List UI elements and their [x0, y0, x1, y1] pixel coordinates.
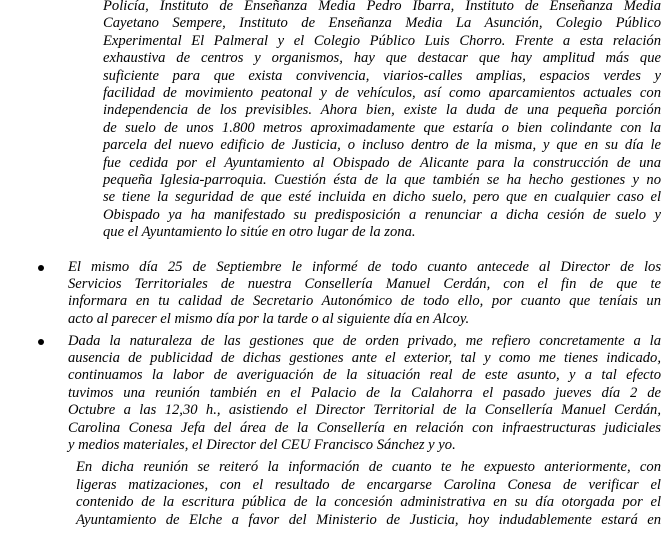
text-line: contenido de la escritura pública de la concesión administrativa en su día otorgada por el	[76, 494, 661, 511]
text-line: acto al parecer el mismo día por la tarde o al siguiente día en Alcoy.	[68, 310, 470, 327]
text-line: El mismo día 25 de Septiembre le informé de todo cuanto antecede al Director de los	[68, 258, 661, 275]
text-line: parcela del nuevo edificio de Justicia, o incluso dentro de la misma, y que en su día le	[103, 137, 661, 154]
text-line: exhaustiva de centros y organismos, hay que destacar que hay amplitud más que	[103, 50, 661, 67]
bullet-icon	[38, 265, 44, 271]
text-line: Obispado ya ha manifestado su predisposición a renunciar a dicha cesión de suelo y	[103, 206, 661, 223]
text-line: ausencia de publicidad de dichas gestiones ante el exterior, tal y como me tienes indicado,	[68, 350, 661, 366]
text-line: suficiente para que exista convivencia, viarios-calles amplias, espacios verdes y	[103, 67, 661, 84]
text-line: ligeras matizaciones, con el resultado de encargarse Carolina Conesa de verificar el	[76, 476, 661, 493]
text-line: Servicios Territoriales de nuestra Consellería Manuel Cerdán, con el fin de que te	[68, 276, 661, 292]
text-line: y medios materiales, el Director del CEU Francisco Sánchez y yo.	[68, 437, 456, 453]
text-line: Cayetano Sempere, Instituto de Enseñanza Media La Asunción, Colegio Público	[103, 15, 661, 32]
text-line: informara en tu calidad de Secretario Autonómico de todo ello, por cuanto que teníais un	[68, 293, 661, 310]
text-line: que el Ayuntamiento lo sitúe en otro lugar de la zona.	[103, 224, 416, 241]
text-line: Octubre a las 12,30 h., asistiendo el Director Territorial de la Consellería Manuel Cerdán,	[68, 402, 661, 419]
text-line: independencia de los previsibles. Ahora bien, existe la duda de una pequeña porción	[103, 102, 661, 119]
text-line: Ayuntamiento de Elche a favor del Ministerio de Justicia, hoy indudablemente estará en	[76, 511, 661, 528]
text-line: En dicha reunión se reiteró la información de cuanto te he expuesto anteriormente, con	[76, 459, 661, 476]
text-line: de suelo de unos 1.800 metros aproximadamente que estaría o bien colindante con la	[103, 119, 661, 136]
text-line: Dada la naturaleza de las gestiones que de orden privado, me refiero concretamente a la	[68, 332, 661, 349]
text-line: Experimental El Palmeral y el Colegio Público Luis Chorro. Frente a esta relación	[103, 32, 661, 49]
text-line: Policía, Instituto de Enseñanza Media Pedro Ibarra, Instituto de Enseñanza Media	[103, 0, 661, 14]
bullet-icon	[38, 339, 44, 345]
text-line: Carolina Conesa Jefa del área de la Consellería en relación con infraestructuras judiciales	[68, 419, 661, 436]
text-line: pequeña Iglesia-parroquia. Cuestión ésta de la que también se ha hecho gestiones y no	[103, 172, 661, 188]
text-line: se tiene la seguridad de que esté incluida en dicho suelo, pero que en cualquier caso el	[103, 189, 661, 206]
text-line: continuamos la labor de averiguación de la situación real de este asunto, y a tal efecto	[68, 367, 661, 384]
text-line: fue cedida por el Ayuntamiento al Obispado de Alicante para la construcción de una	[103, 154, 661, 171]
text-line: facilidad de movimiento peatonal y de vehículos, así como aparcamientos actuales con	[103, 85, 661, 101]
text-line: tuvimos una reunión también en el Palacio de la Calahorra el pasado jueves día 2 de	[68, 384, 661, 401]
